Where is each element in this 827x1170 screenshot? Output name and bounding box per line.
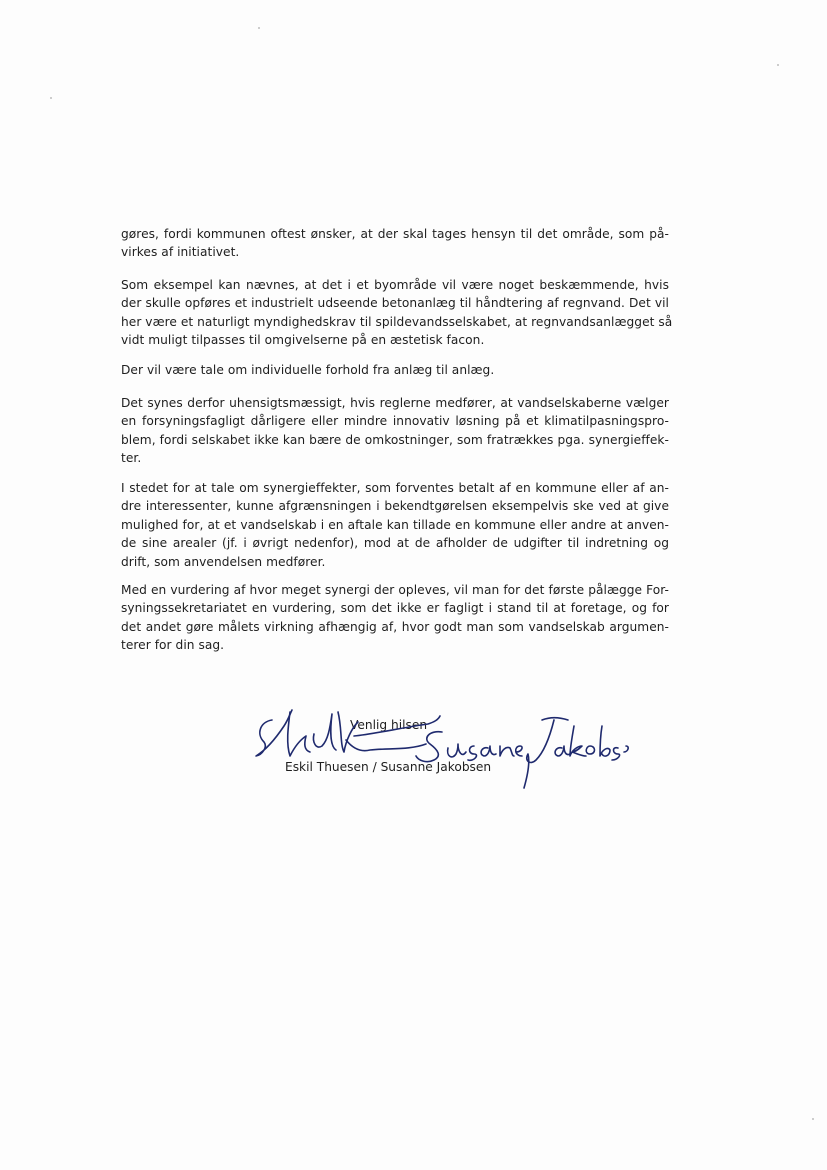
paragraph-2 — [121, 276, 673, 350]
scan-speck — [777, 64, 779, 66]
paragraph-line: de sine arealer (jf. i øvrigt nedenfor), mod at de afholder de udgifter til indretning og — [121, 536, 669, 551]
paragraph-3 — [121, 361, 669, 379]
paragraph-line: det andet gøre målets virkning afhængig af, hvor godt man som vandselskab argumen- — [121, 619, 669, 634]
paragraph-line: en forsyningsfagligt dårligere eller mindre innovativ løsning på et klimatilpasningspro- — [121, 414, 669, 429]
paragraph-line: drift, som anvendelsen medfører. — [121, 554, 326, 569]
paragraph-line: gøres, fordi kommunen oftest ønsker, at der skal tages hensyn til det område, som på- — [121, 227, 669, 241]
paragraph-line: dre interessenter, kunne afgrænsningen i bekendtgørelsen eksempelvis ske ved at give — [121, 499, 669, 514]
scan-speck — [258, 27, 260, 29]
paragraph-line: vidt muligt tilpasses til omgivelserne på en æstetisk facon. — [121, 333, 485, 348]
paragraph-line: ter. — [121, 451, 142, 466]
paragraph-line: blem, fordi selskabet ikke kan bære de omkostninger, som fratrækkes pga. synergieffek- — [121, 432, 669, 447]
paragraph-line: der skulle opføres et industrielt udseende betonanlæg til håndtering af regnvand. Det vil — [121, 296, 669, 311]
paragraph-line: Med en vurdering af hvor meget synergi der opleves, vil man for det første pålægge For- — [121, 583, 669, 597]
paragraph-line: syningssekretariatet en vurdering, som det ikke er fagligt i stand til at foretage, og for — [121, 601, 669, 616]
paragraph-line: mulighed for, at et vandselskab i en aftale kan tillade en kommune eller andre at anven- — [121, 517, 669, 532]
paragraph-line: terer for din sag. — [121, 638, 225, 653]
paragraph-line: I stedet for at tale om synergieffekter, som forventes betalt af en kommune eller af an- — [121, 481, 669, 495]
paragraph-1 — [121, 225, 669, 262]
paragraph-6 — [121, 581, 669, 655]
signatories-names: Eskil Thuesen / Susanne Jakobsen — [285, 760, 492, 774]
paragraph-line: Som eksempel kan nævnes, at det i et byområde vil være noget beskæmmende, hvis — [121, 278, 669, 292]
paragraph-line: Det synes derfor uhensigtsmæssigt, hvis reglerne medfører, at vandselskaberne vælger — [121, 396, 669, 410]
paragraph-line: Der vil være tale om individuelle forhold fra anlæg til anlæg. — [121, 363, 495, 377]
paragraph-line: virkes af initiativet. — [121, 245, 240, 260]
paragraph-5 — [121, 479, 669, 571]
handwritten-signature-2 — [412, 712, 632, 790]
paragraph-4 — [121, 394, 669, 468]
scan-speck — [50, 97, 52, 99]
paragraph-line: her være et naturligt myndighedskrav til spildevandsselskabet, at regnvandsanlægget så — [121, 314, 673, 329]
closing-greeting: Venlig hilsen — [350, 718, 428, 732]
scan-speck — [812, 1118, 814, 1120]
